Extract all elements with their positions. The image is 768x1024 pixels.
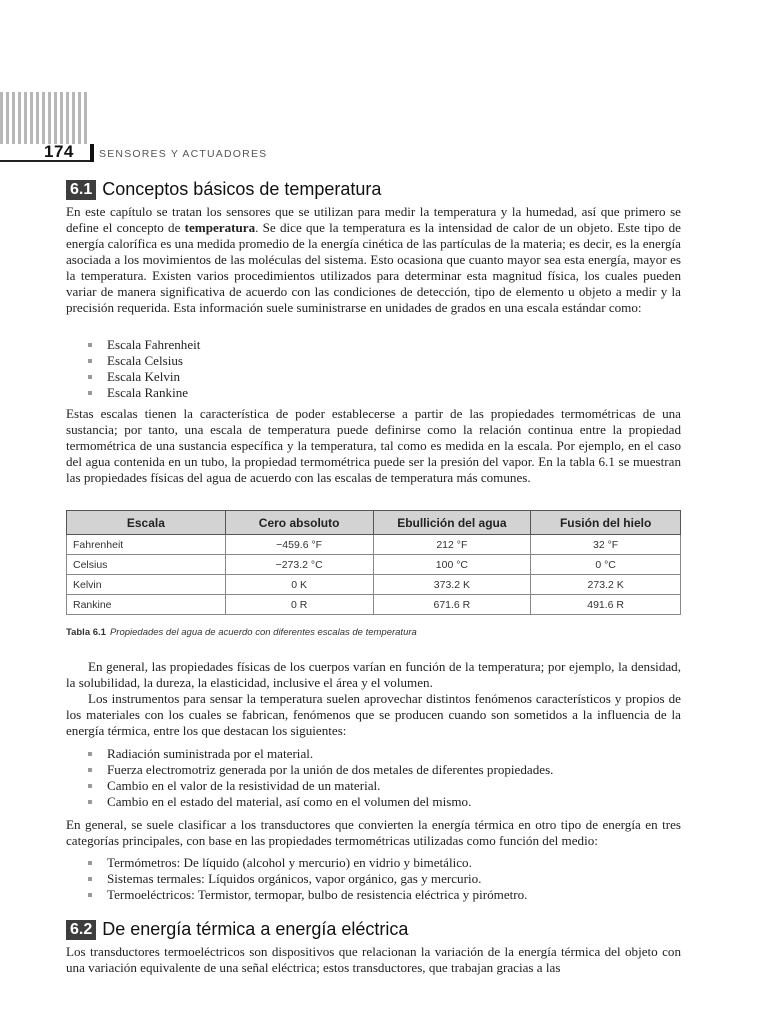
running-head: SENSORES Y ACTUADORES: [99, 148, 268, 160]
paragraph-text: En este capítulo se tratan los sensores que se utilizan para medir la temperatura y la humedad, así que primero se define el concepto de: [66, 204, 681, 235]
section-title: De energía térmica a energía eléctrica: [102, 919, 409, 939]
table-header-row: [67, 511, 681, 535]
table-cell: Kelvin: [67, 575, 226, 595]
list-item: Fuerza electromotriz generada por la unión de dos metales de diferentes propiedades.: [88, 762, 553, 778]
header-divider: [90, 144, 94, 162]
page-number: 174: [44, 142, 74, 161]
table-cell: 273.2 K: [531, 575, 681, 595]
paragraph-text: . Se dice que la temperatura es la intensidad de calor de un objeto. Este tipo de energía calorífica es una medida promedio de la energía cinética de las partículas de la materia; es decir, es la energía asociada a los movimientos de las moléculas del sistema. Esto ocasiona que cuanto mayor sea esta energía, mayor es la temperatura. Existen varios procedimientos utilizados para determinar esta magnitud física, los cuales pueden variar de manera significativa de acuerdo con las condiciones de detección, tipo de elemento u objeto a medir y la precisión requerida. Esta información suele suministrarse en unidades de grados en una escala estándar como:: [66, 220, 681, 315]
paragraph-scales: Estas escalas tienen la característica de poder establecerse a partir de las propiedades termométricas de una sustancia; por tanto, una escala de temperatura puede definirse como la relación continua entre la propiedad termométrica de una sustancia específica y la temperatura, tal como es medida en la escala. Por ejemplo, en el caso del agua contenida en un tubo, la propiedad termométrica puede ser la presión del vapor. En la tabla 6.1 se muestran las propiedades físicas del agua de acuerdo con las escalas de temperatura más comunes.: [66, 406, 681, 485]
list-item: Cambio en el valor de la resistividad de un material.: [88, 778, 553, 794]
properties-table: [66, 510, 681, 615]
section-number: 6.2: [66, 920, 96, 940]
column-header: Escala: [67, 511, 226, 535]
header-decoration-bars: [0, 92, 96, 144]
category-list: [88, 855, 527, 903]
table-cell: Fahrenheit: [67, 535, 226, 555]
table-row: [67, 595, 681, 615]
table-cell: 100 °C: [373, 555, 531, 575]
list-item: Radiación suministrada por el material.: [88, 746, 553, 762]
list-item: Escala Celsius: [88, 353, 200, 369]
column-header: Fusión del hielo: [531, 511, 681, 535]
table-row: [67, 535, 681, 555]
list-item: Sistemas termales: Líquidos orgánicos, vapor orgánico, gas y mercurio.: [88, 871, 527, 887]
list-item: Escala Rankine: [88, 385, 200, 401]
caption-text: Propiedades del agua de acuerdo con diferentes escalas de temperatura: [109, 627, 417, 638]
section-heading-6-2: [66, 919, 408, 940]
paragraph-physical-properties: En general, las propiedades físicas de los cuerpos varían en función de la temperatura; por ejemplo, la densidad, la solubilidad, la dureza, la elasticidad, inclusive el área y el volumen.: [66, 659, 681, 690]
list-item: Escala Kelvin: [88, 369, 200, 385]
table-cell: 0 R: [225, 595, 373, 615]
section-number: 6.1: [66, 180, 96, 200]
table-cell: −273.2 °C: [225, 555, 373, 575]
column-header: Cero absoluto: [225, 511, 373, 535]
paragraph-intro: [66, 204, 681, 316]
section-title: Conceptos básicos de temperatura: [102, 179, 382, 199]
caption-label: Tabla 6.1: [66, 627, 106, 638]
bold-term: temperatura: [184, 220, 256, 235]
paragraph-thermoelectric: Los transductores termoeléctricos son dispositivos que relacionan la variación de la energía térmica del objeto con una variación equivalente de una señal eléctrica; estos transductores, que trabajan gracias a las: [66, 944, 681, 975]
table-cell: 212 °F: [373, 535, 531, 555]
paragraph-instruments: Los instrumentos para sensar la temperatura suelen aprovechar distintos fenómenos característicos y propios de los materiales con los cuales se fabrican, fenómenos que se producen cuando son sometidos a la influencia de la energía térmica, entre los que destacan los siguientes:: [66, 691, 681, 738]
table-cell: 0 K: [225, 575, 373, 595]
table-cell: Celsius: [67, 555, 226, 575]
table-cell: 32 °F: [531, 535, 681, 555]
list-item: Cambio en el estado del material, así como en el volumen del mismo.: [88, 794, 553, 810]
table-cell: −459.6 °F: [225, 535, 373, 555]
phenomena-list: [88, 746, 553, 810]
list-item: Termoeléctricos: Termistor, termopar, bulbo de resistencia eléctrica y pirómetro.: [88, 887, 527, 903]
table-cell: 0 °C: [531, 555, 681, 575]
table-cell: 671.6 R: [373, 595, 531, 615]
scale-list: [88, 337, 200, 401]
table-caption: [66, 627, 417, 638]
column-header: Ebullición del agua: [373, 511, 531, 535]
table-cell: 491.6 R: [531, 595, 681, 615]
table-row: [67, 575, 681, 595]
section-heading-6-1: [66, 179, 381, 200]
table-cell: 373.2 K: [373, 575, 531, 595]
table-cell: Rankine: [67, 595, 226, 615]
table-row: [67, 555, 681, 575]
list-item: Termómetros: De líquido (alcohol y mercurio) en vidrio y bimetálico.: [88, 855, 527, 871]
paragraph-classification: En general, se suele clasificar a los transductores que convierten la energía térmica en otro tipo de energía en tres categorías principales, con base en las propiedades termométricas utilizadas como función del medio:: [66, 817, 681, 848]
list-item: Escala Fahrenheit: [88, 337, 200, 353]
